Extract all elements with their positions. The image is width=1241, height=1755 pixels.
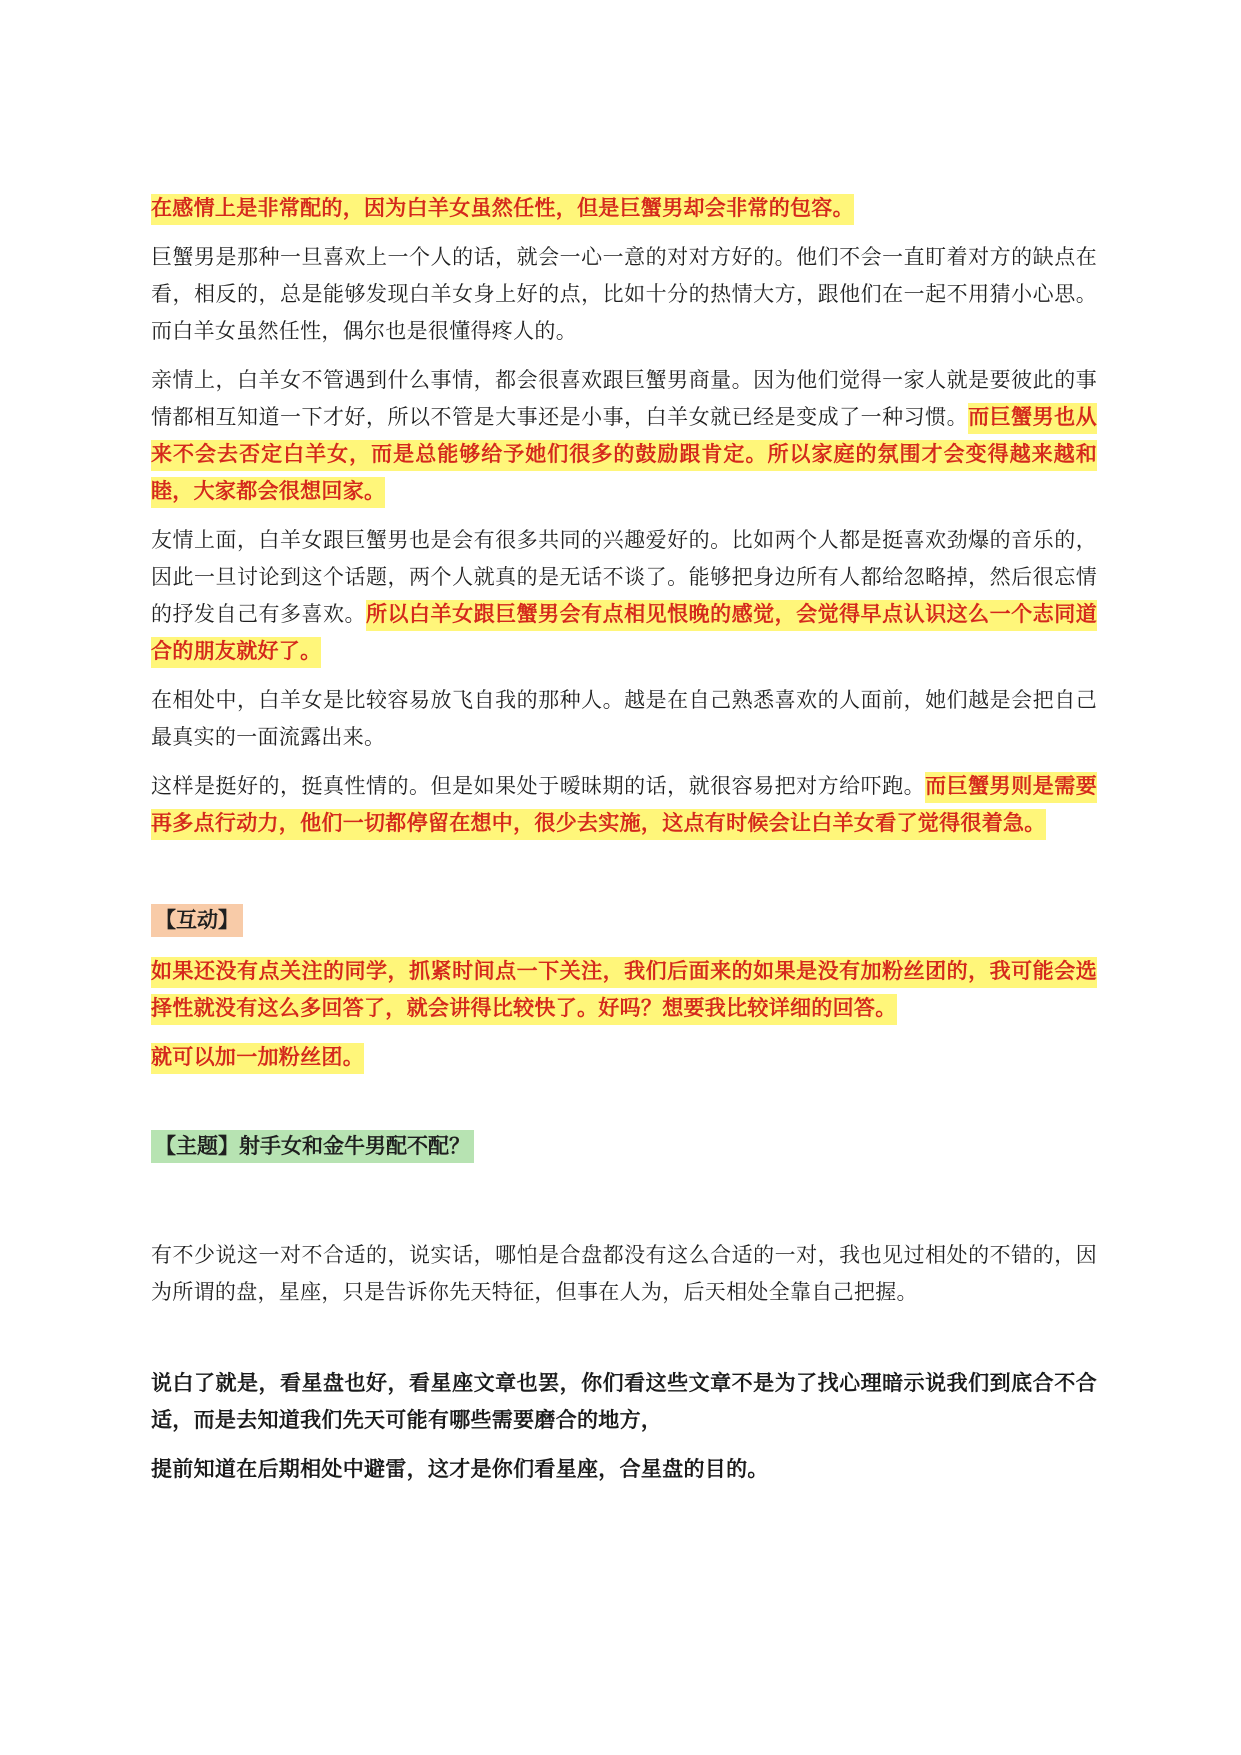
highlighted-text: 而巨蟹男也从来不会去否定白羊女，而是总能够给予她们很多的鼓励跟肯定。所以家庭的氛围才会变得越来越和睦，大家都会很想回家。	[151, 403, 1097, 508]
paragraph-family	[151, 362, 1097, 510]
paragraph-interaction-fanclub	[151, 1039, 1097, 1076]
paragraph-interaction-follow	[151, 953, 1097, 1027]
paragraph-topic-intro: 有不少说这一对不合适的，说实话，哪怕是合盘都没有这么合适的一对，我也见过相处的不错的，因为所谓的盘，星座，只是告诉你先天特征，但事在人为，后天相处全靠自己把握。	[151, 1243, 1097, 1304]
paragraph-emotion	[151, 190, 1097, 227]
topic-section	[151, 1130, 1097, 1163]
paragraph-friendship	[151, 522, 1097, 670]
highlighted-text: 就可以加一加粉丝团。	[151, 1043, 364, 1074]
paragraph-getting-along: 在相处中，白羊女是比较容易放飞自我的那种人。越是在自己熟悉喜欢的人面前，她们越是会把自己最真实的一面流露出来。	[151, 688, 1097, 749]
paragraph-conclusion: 说白了就是，看星盘也好，看星座文章也罢，你们看这些文章不是为了找心理暗示说我们到底合不合适，而是去知道我们先天可能有哪些需要磨合的地方，	[151, 1371, 1097, 1432]
topic-tag: 【主题】射手女和金牛男配不配？	[151, 1130, 474, 1163]
paragraph-ambiguity	[151, 768, 1097, 842]
highlighted-text: 在感情上是非常配的，因为白羊女虽然任性，但是巨蟹男却会非常的包容。	[151, 194, 854, 225]
paragraph-cancer-man: 巨蟹男是那种一旦喜欢上一个人的话，就会一心一意的对对方好的。他们不会一直盯着对方的缺点在看，相反的，总是能够发现白羊女身上好的点，比如十分的热情大方，跟他们在一起不用猜小心思。而白羊女虽然任性，偶尔也是很懂得疼人的。	[151, 245, 1097, 343]
paragraph-purpose: 提前知道在后期相处中避雷，这才是你们看星座，合星盘的目的。	[151, 1457, 769, 1481]
interaction-section	[151, 904, 1097, 937]
highlighted-text: 而巨蟹男则是需要再多点行动力，他们一切都停留在想中，很少去实施，这点有时候会让白羊女看了觉得很着急。	[151, 772, 1097, 840]
highlighted-text: 如果还没有点关注的同学，抓紧时间点一下关注，我们后面来的如果是没有加粉丝团的，我可能会选择性就没有这么多回答了，就会讲得比较快了。好吗？想要我比较详细的回答。	[151, 957, 1097, 1025]
paragraph-text: 亲情上，白羊女不管遇到什么事情，都会很喜欢跟巨蟹男商量。因为他们觉得一家人就是要彼此的事情都相互知道一下才好，所以不管是大事还是小事，白羊女就已经是变成了一种习惯。	[151, 368, 1097, 429]
paragraph-text: 这样是挺好的，挺真性情的。但是如果处于暧昧期的话，就很容易把对方给吓跑。	[151, 774, 926, 798]
interaction-tag: 【互动】	[151, 904, 243, 937]
highlighted-text: 所以白羊女跟巨蟹男会有点相见恨晚的感觉，会觉得早点认识这么一个志同道合的朋友就好了。	[151, 600, 1097, 668]
document-content	[151, 190, 1097, 1488]
paragraph-text: 友情上面，白羊女跟巨蟹男也是会有很多共同的兴趣爱好的。比如两个人都是挺喜欢劲爆的音乐的，因此一旦讨论到这个话题，两个人就真的是无话不谈了。能够把身边所有人都给忽略掉，然后很忘情的抒发自己有多喜欢。	[151, 528, 1097, 626]
